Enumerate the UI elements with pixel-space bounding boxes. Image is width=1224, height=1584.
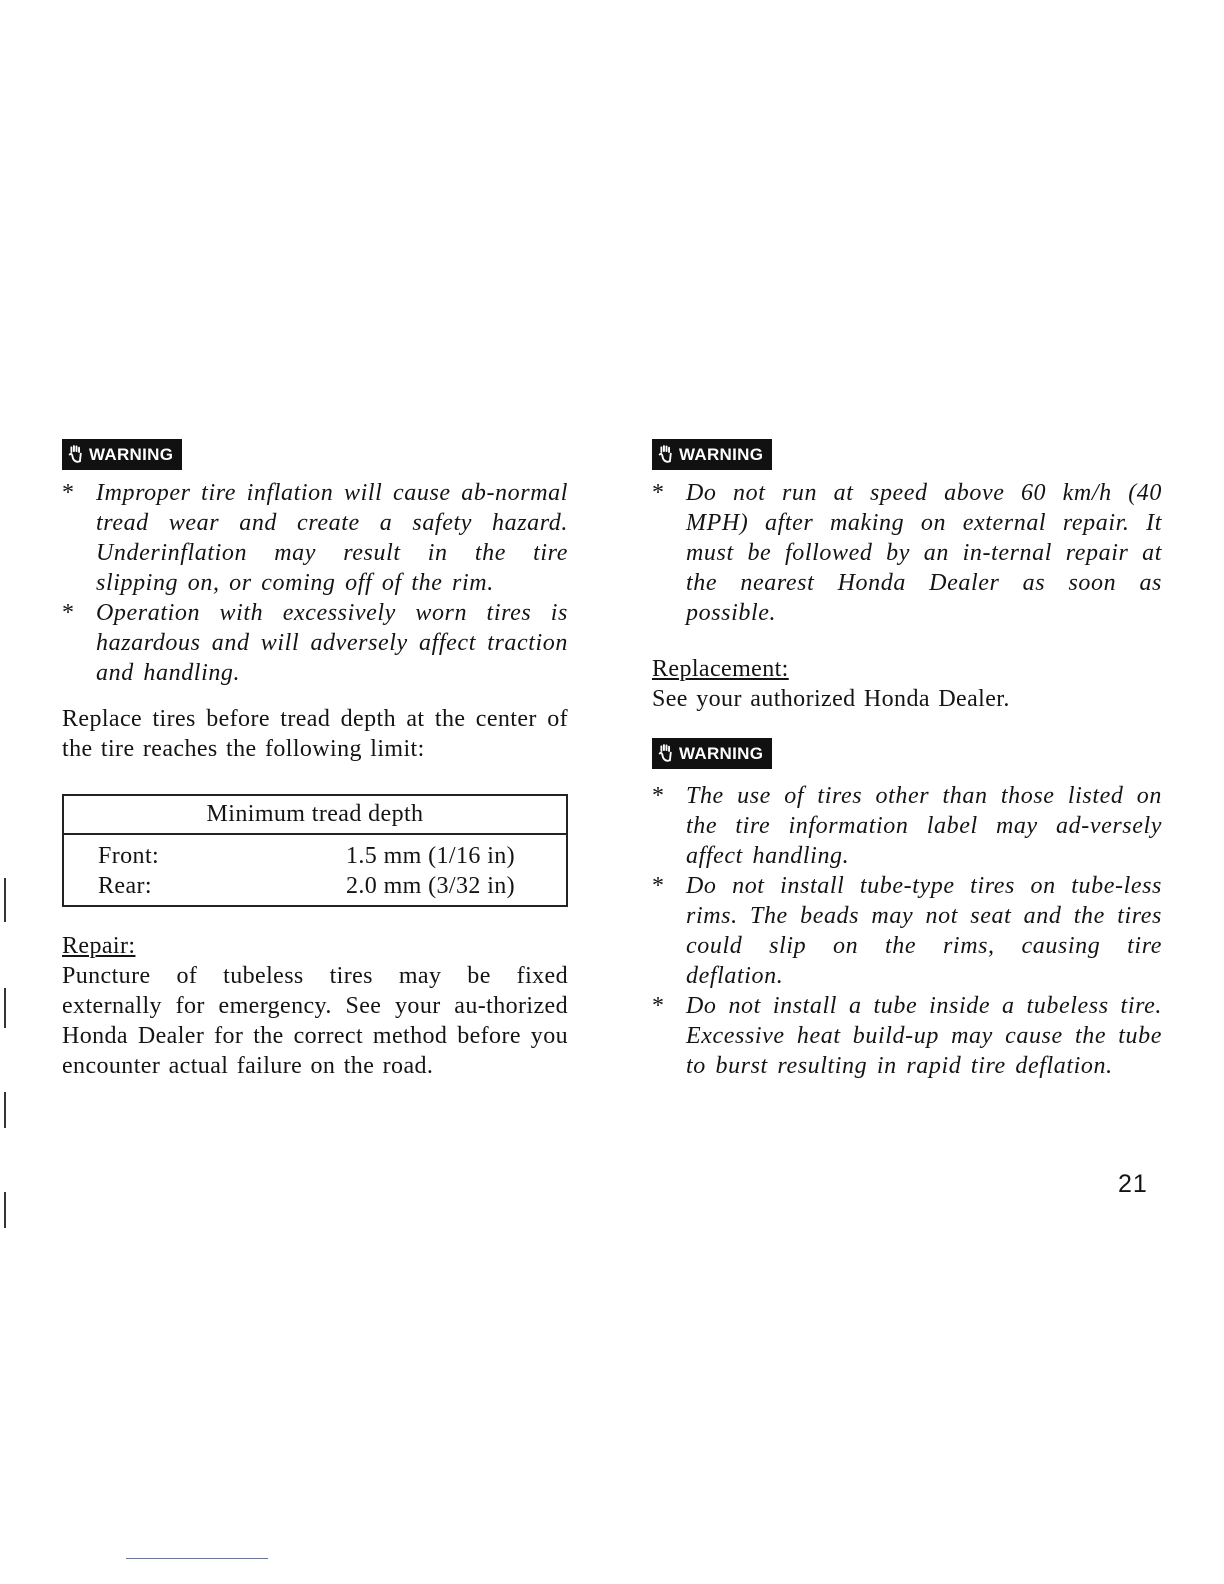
list-item: * Operation with excessively worn tires is hazardous and will adversely affect traction and handling.	[62, 600, 568, 686]
repair-paragraph: Puncture of tubeless tires may be fixed externally for emergency. See your au-thorized Honda Dealer for the correct method before you encounter actual failure on the road.	[62, 963, 568, 1079]
repair-heading: Repair:	[62, 933, 136, 959]
page-number: 21	[1118, 1170, 1148, 1198]
table-cell-label: Front:	[98, 843, 160, 869]
table-header: Minimum tread depth	[63, 795, 567, 834]
hand-warning-icon	[68, 445, 85, 464]
replacement-paragraph: See your authorized Honda Dealer.	[652, 686, 1010, 712]
warning-label: WARNING	[89, 444, 174, 464]
scan-edge-mark	[4, 1092, 6, 1128]
replace-tires-paragraph: Replace tires before tread depth at the center of the tire reaches the following limit:	[62, 706, 568, 762]
list-item: * Do not run at speed above 60 km/h (40 MPH) after making on external repair. It must be followed by an in-ternal repair at the nearest Honda Dealer as soon as possible.	[652, 480, 1162, 626]
warning-label: WARNING	[679, 743, 764, 763]
warning-badge	[62, 439, 182, 470]
hand-warning-icon	[658, 445, 675, 464]
list-item: * Improper tire inflation will cause ab-normal tread wear and create a safety hazard. Underinflation may result in the tire slipping on, or coming off of the rim.	[62, 480, 568, 596]
warning-badge	[652, 738, 772, 769]
bullet-star: *	[652, 480, 665, 506]
scan-edge-mark	[4, 988, 6, 1028]
left-warning-list	[62, 478, 568, 688]
table-row	[63, 871, 567, 906]
list-item: * The use of tires other than those listed on the tire information label may ad-versely affect handling.	[652, 783, 1162, 869]
table-row	[63, 834, 567, 871]
bullet-star: *	[62, 600, 75, 626]
right-warning-list-2	[652, 781, 1162, 1081]
warning-label: WARNING	[679, 444, 764, 464]
bullet-star: *	[652, 783, 665, 809]
list-item: * Do not install a tube inside a tubeless tire. Excessive heat build-up may cause the tube to burst resulting in rapid tire deflation.	[652, 993, 1162, 1079]
warning-badge	[652, 439, 772, 470]
bullet-star: *	[652, 993, 665, 1019]
replacement-heading: Replacement:	[652, 656, 789, 682]
table-cell-value: 2.0 mm (3/32 in)	[346, 873, 516, 899]
footer-rule	[126, 1558, 268, 1559]
list-item: * Do not install tube-type tires on tube-less rims. The beads may not seat and the tires could slip on the rims, causing tire deflation.	[652, 873, 1162, 989]
table-cell-label: Rear:	[98, 873, 152, 899]
bullet-star: *	[652, 873, 665, 899]
left-column	[62, 439, 568, 1081]
scan-edge-mark	[4, 878, 6, 922]
bullet-star: *	[62, 480, 75, 506]
table-cell-value: 1.5 mm (1/16 in)	[346, 843, 516, 869]
right-column	[652, 439, 1162, 1081]
tread-depth-table	[62, 794, 568, 907]
scan-edge-mark	[4, 1192, 6, 1228]
hand-warning-icon	[658, 744, 675, 763]
right-warning-list-1	[652, 478, 1162, 628]
